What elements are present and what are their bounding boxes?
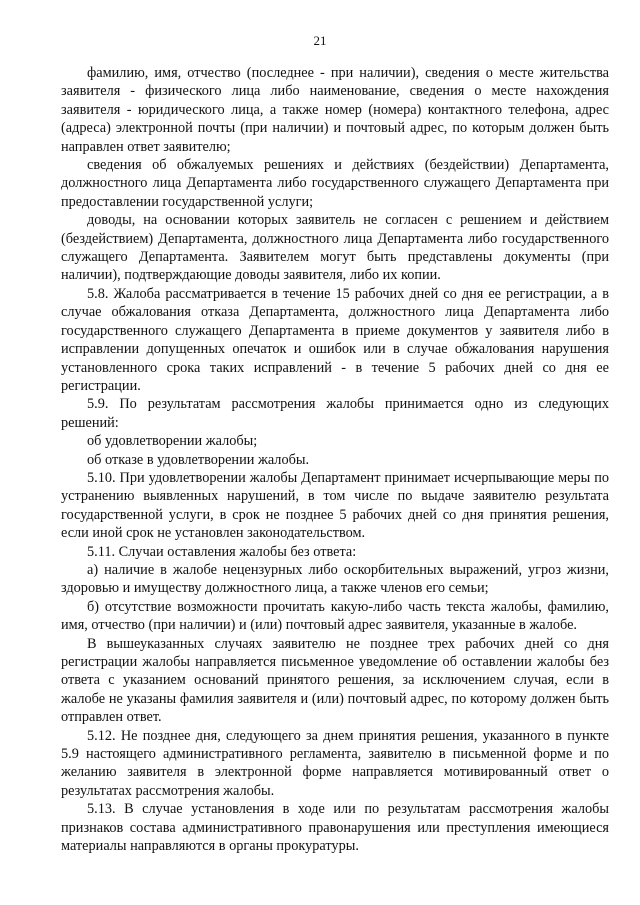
- paragraph-5-11-a: а) наличие в жалобе нецензурных либо оскорбительных выражений, угроз жизни, здоровью и имуществу должностного лица, а также членов его семьи;: [61, 561, 609, 597]
- paragraph-applicant-details: фамилию, имя, отчество (последнее - при наличии), сведения о месте жительства заявителя - физического лица либо наименование, сведения о месте нахождения заявителя - юридического лица, а также номер (номера) контактного телефона, адрес (адреса) электронной почты (при наличии) и почтовый адрес, по которым должен быть направлен ответ заявителю;: [61, 65, 609, 155]
- paragraph-5-11-b: б) отсутствие возможности прочитать какую-либо часть текста жалобы, фамилию, имя, отчество (при наличии) и (или) почтовый адрес заявителя, указанные в жалобе.: [61, 598, 609, 634]
- paragraph-appealed-decisions: сведения об обжалуемых решениях и действиях (бездействии) Департамента, должностного лица Департамента либо государственного служащего Департамента при предоставлении государственной услуги;: [61, 157, 609, 210]
- paragraph-5-9-option-satisfy: об удовлетворении жалобы;: [87, 433, 258, 450]
- paragraph-5-13: 5.13. В случае установления в ходе или по результатам рассмотрения жалобы признаков состава административного правонарушения или преступления имеющиеся материалы направляются в органы прокуратуры.: [61, 801, 609, 855]
- document-body: [61, 64, 609, 855]
- paragraph-notice: В вышеуказанных случаях заявителю не позднее трех рабочих дней со дня регистрации жалобы направляется письменное уведомление об оставлении жалобы без ответа с указанием оснований принятого решения, за исключением случая, если в жалобе не указаны фамилия заявителя и (или) почтовый адрес, по которому должен быть отправлен ответ.: [61, 635, 609, 726]
- paragraph-5-9-option-refuse: об отказе в удовлетворении жалобы.: [87, 451, 310, 468]
- paragraph-5-11: 5.11. Случаи оставления жалобы без ответа:: [87, 543, 357, 560]
- page-number: 21: [313, 33, 327, 48]
- paragraph-arguments: доводы, на основании которых заявитель не согласен с решением и действием (бездействием) Департамента, должностного лица Департамента либо государственного служащего Департамента. Заявителем могут быть представлены документы (при наличии), подтверждающие доводы заявителя, либо их копии.: [61, 212, 609, 284]
- paragraph-5-8: 5.8. Жалоба рассматривается в течение 15 рабочих дней со дня ее регистрации, а в случае обжалования отказа Департамента, должностного лица Департамента либо государственного служащего Департамента в приеме документов у заявителя либо в исправлении допущенных опечаток и ошибок или в случае обжалования нарушения установленного срока таких исправлений - в течение 5 рабочих дней со дня ее регистрации.: [61, 285, 609, 394]
- paragraph-5-12: 5.12. Не позднее дня, следующего за днем принятия решения, указанного в пункте 5.9 настоящего административного регламента, заявителю в письменной форме и по желанию заявителя в электронной форме направляется мотивированный ответ о результатах рассмотрения жалобы.: [61, 727, 609, 799]
- paragraph-5-9: 5.9. По результатам рассмотрения жалобы принимается одно из следующих решений:: [61, 396, 609, 431]
- paragraph-5-10: 5.10. При удовлетворении жалобы Департамент принимает исчерпывающие меры по устранению выявленных нарушений, в том числе по выдаче заявителю результата государственной услуги, в срок не позднее 5 рабочих дней со дня принятия решения, если иной срок не установлен законодательством.: [61, 469, 609, 542]
